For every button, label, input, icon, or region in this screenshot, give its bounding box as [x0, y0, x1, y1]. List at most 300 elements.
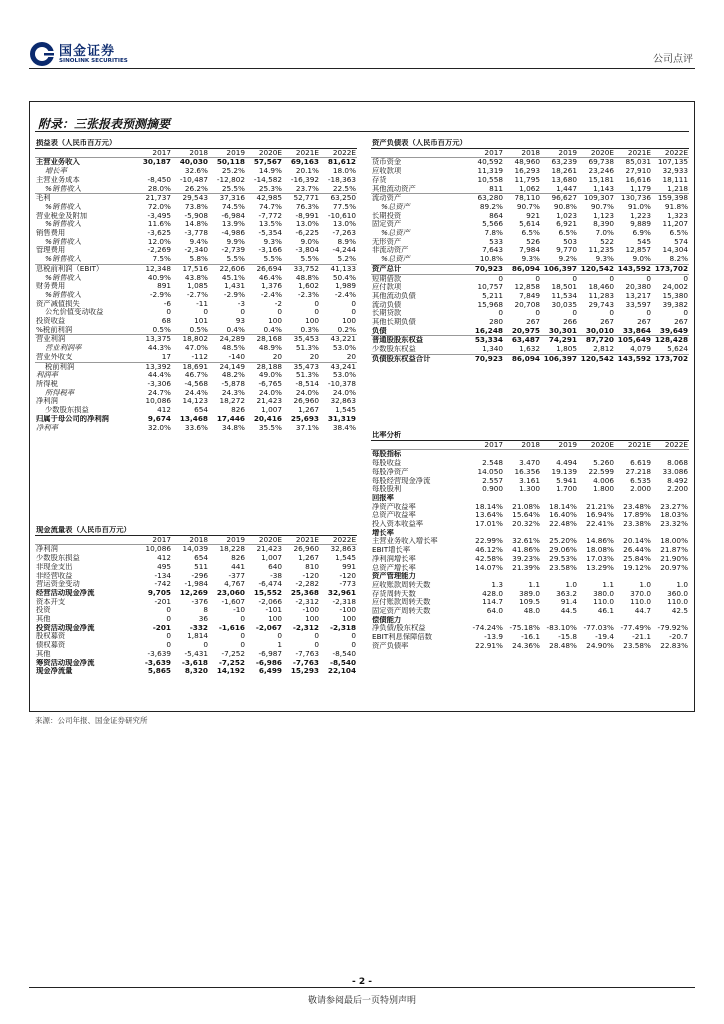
row-value: 96,627: [551, 193, 577, 203]
row-value: -1,984: [184, 580, 208, 589]
row-value: [652, 494, 689, 503]
row-value: 0: [351, 299, 357, 308]
row-value: 1,431: [224, 282, 245, 291]
row-value: 1,023: [556, 211, 577, 220]
year-header-blank: [35, 535, 135, 545]
table-row: [35, 563, 357, 572]
row-value: 1.0: [565, 580, 577, 589]
row-value: 10,086: [145, 397, 171, 406]
row-label: 固定资产周转天数: [372, 607, 431, 616]
row-label: 非经营收益: [36, 571, 73, 580]
row-value: 46.4%: [258, 273, 282, 282]
row-value: 20,975: [504, 327, 541, 336]
row-value: 21.90%: [660, 554, 689, 563]
table-row: [371, 212, 689, 221]
row-value: 40,030: [179, 157, 208, 167]
row-value: 1,143: [578, 185, 615, 194]
row-value: -6,765: [258, 379, 282, 388]
row-label: 现金净流量: [36, 667, 73, 676]
table-row: [371, 642, 689, 651]
row-value: 25.2%: [221, 167, 245, 176]
table-row: [371, 520, 689, 529]
row-value: 15,181: [588, 175, 614, 184]
table-row: [371, 598, 689, 607]
row-value: 2.557: [482, 476, 503, 485]
row-label: %总资产: [371, 255, 467, 264]
row-value: -3,639: [147, 649, 171, 658]
row-value: 72.0%: [147, 202, 171, 211]
row-value: 0: [572, 274, 577, 283]
row-value: 23.48%: [623, 502, 651, 511]
row-value: -100: [339, 606, 357, 615]
row-value: 74.7%: [258, 202, 282, 211]
row-value: 20,708: [514, 300, 540, 309]
table-row: [35, 415, 357, 424]
row-value: 16,616: [625, 175, 651, 184]
row-label: 长期投资: [372, 211, 402, 220]
row-value: 18,111: [662, 175, 689, 184]
row-label: %销售收入: [45, 273, 82, 282]
table-row: [35, 229, 357, 238]
row-value: 5.941: [556, 476, 577, 485]
row-label: 经营活动现金净流: [36, 588, 95, 597]
row-value: -120: [339, 571, 357, 580]
row-value: 9.4%: [189, 237, 208, 246]
row-value: 5,614: [519, 220, 540, 229]
table-row: [371, 238, 689, 247]
row-value: 5.260: [593, 459, 614, 468]
row-value: 25.20%: [549, 537, 577, 546]
row-value: 267: [637, 318, 651, 327]
row-label: 总资产收益率: [372, 511, 416, 520]
row-value: -10,610: [327, 211, 357, 220]
row-value: -2.7%: [186, 290, 208, 299]
row-value: 13,468: [179, 414, 208, 423]
row-value: 26,960: [293, 544, 319, 554]
year-header-cell: 2021E: [615, 148, 652, 158]
header-rule: [29, 68, 695, 69]
sinolink-logo: [29, 40, 139, 70]
row-value: -77.49%: [620, 624, 651, 633]
year-header-cell: 2021E: [283, 148, 320, 158]
row-value: 7,643: [482, 246, 503, 255]
row-value: 18.14%: [549, 502, 577, 511]
row-value: 21.21%: [586, 502, 614, 511]
row-value: [504, 529, 541, 538]
row-value: 159,398: [657, 193, 689, 203]
row-value: 511: [194, 562, 208, 571]
row-label: 净利润增长率: [372, 554, 416, 563]
table-row: [371, 176, 689, 185]
row-value: -16.1: [521, 633, 540, 642]
row-value: 14.050: [477, 467, 503, 476]
row-value: 20,416: [253, 414, 282, 423]
row-value: 91.8%: [664, 202, 689, 211]
row-value: -296: [191, 571, 208, 580]
table-row: [371, 185, 689, 194]
row-value: 87,720: [585, 335, 614, 345]
row-value: -21.1: [632, 633, 651, 642]
row-value: 15,552: [253, 588, 282, 597]
row-value: 46.12%: [475, 546, 503, 555]
row-value: 20: [283, 353, 320, 362]
row-value: 12,348: [145, 264, 171, 273]
row-value: -377: [228, 571, 245, 580]
year-header-cell: 2017: [467, 148, 504, 158]
row-value: 4,767: [224, 580, 245, 589]
year-header-cell: 2022E: [320, 148, 357, 158]
row-value: -6: [163, 299, 171, 308]
document-type: 公司点评: [653, 54, 693, 65]
row-value: 13.0%: [332, 220, 357, 229]
table-row: [371, 246, 689, 255]
table-row: [371, 264, 689, 274]
row-value: 45.1%: [221, 273, 245, 282]
row-value: 0: [314, 308, 319, 317]
row-value: 7,984: [519, 246, 540, 255]
row-value: 70,923: [474, 354, 503, 363]
row-value: 18.00%: [660, 537, 689, 546]
row-value: 1,218: [652, 185, 689, 194]
table-row: [371, 555, 689, 564]
row-value: 0: [535, 274, 540, 283]
table-row: [35, 291, 357, 300]
row-value: 24,289: [219, 334, 245, 344]
table-title: 损益表（人民币百万元）: [35, 139, 357, 148]
year-header-cell: 2021E: [283, 535, 320, 545]
row-value: -12,802: [216, 175, 245, 184]
row-value: -140: [209, 353, 246, 362]
year-header-cell: 2020E: [578, 440, 615, 450]
row-value: 110.0: [630, 598, 651, 607]
row-value: 921: [526, 211, 540, 220]
row-value: 86,094: [504, 264, 541, 274]
row-value: 24.3%: [221, 388, 245, 397]
row-value: 1,123: [593, 211, 614, 220]
row-value: -3,618: [181, 658, 208, 667]
row-label: 每股股利: [372, 485, 402, 494]
row-value: -10,378: [327, 379, 357, 388]
row-label: 少数股东权益: [371, 345, 467, 354]
row-value: 110.0: [667, 598, 689, 607]
table-row: [35, 572, 357, 581]
row-value: 53.0%: [332, 344, 357, 353]
table-row: [371, 494, 689, 503]
row-label: EBIT增长率: [372, 546, 411, 555]
row-value: -6,474: [258, 580, 282, 589]
row-value: 74,291: [548, 335, 577, 345]
row-value: -8,514: [295, 379, 319, 388]
row-value: -6,986: [255, 658, 282, 667]
row-value: 11,235: [588, 246, 614, 255]
row-value: 0: [203, 308, 208, 317]
row-value: 20.32%: [512, 520, 540, 529]
row-value: 10,086: [145, 544, 171, 554]
row-value: 53.0%: [332, 371, 357, 380]
row-value: 105,649: [617, 335, 651, 345]
row-value: -20.7: [669, 633, 689, 642]
row-value: 1,602: [298, 282, 319, 291]
row-value: 63,280: [477, 193, 503, 203]
row-value: 0: [166, 632, 171, 641]
row-value: -4,244: [332, 246, 357, 255]
row-value: 0: [314, 632, 319, 641]
row-value: 35,453: [293, 334, 319, 344]
row-value: 24.0%: [332, 388, 357, 397]
row-value: 16,248: [467, 327, 504, 336]
row-value: -7,252: [221, 649, 245, 658]
row-value: 545: [637, 237, 651, 246]
row-value: -120: [302, 571, 319, 580]
row-value: 533: [489, 237, 503, 246]
row-value: 23.58%: [623, 641, 651, 650]
row-value: 7.8%: [484, 229, 503, 238]
row-value: 1,007: [261, 554, 282, 563]
row-value: -6,984: [221, 211, 245, 220]
table-row: [371, 167, 689, 176]
row-value: 21,423: [256, 397, 282, 406]
row-value: 0: [240, 641, 245, 650]
table-row: [371, 529, 689, 538]
row-value: -77.03%: [583, 624, 614, 633]
row-value: 4.006: [593, 476, 614, 485]
table-row: [371, 194, 689, 203]
row-label: 固定资产: [372, 220, 402, 229]
footer-rule: [29, 987, 695, 988]
year-header-cell: 2022E: [652, 440, 689, 450]
row-label: 总资产增长率: [372, 563, 416, 572]
row-label: 每股净资产: [372, 467, 409, 476]
row-value: 33.086: [662, 467, 689, 476]
row-value: 120,542: [578, 264, 615, 274]
table-row: [371, 485, 689, 494]
row-value: 267: [674, 318, 689, 327]
row-value: 18,691: [182, 362, 208, 371]
table-row: [371, 229, 689, 238]
row-value: 173,702: [652, 264, 689, 274]
table-row: [35, 606, 357, 615]
row-value: 5,624: [652, 345, 689, 354]
year-header-cell: 2021E: [615, 440, 652, 450]
row-value: 24,149: [219, 362, 245, 371]
row-value: [541, 494, 578, 503]
table-row: [35, 624, 357, 633]
table-row: [371, 327, 689, 336]
row-value: 4.494: [556, 459, 577, 468]
row-value: 1,223: [630, 211, 651, 220]
row-value: 412: [157, 554, 171, 563]
row-value: [467, 450, 504, 459]
row-label: 其他: [36, 615, 51, 624]
row-value: 13,375: [145, 334, 171, 344]
cash-flow-table: [35, 526, 357, 676]
row-value: 10,558: [477, 175, 503, 184]
row-label: 毛利: [36, 193, 51, 203]
row-label: 非流动资产: [372, 246, 409, 255]
row-label: %销售收入: [45, 237, 82, 246]
row-value: 24.0%: [258, 388, 282, 397]
row-value: 11.6%: [147, 220, 171, 229]
row-label: 营业利润: [36, 334, 66, 344]
row-value: -3,306: [147, 379, 171, 388]
row-value: 22,104: [327, 667, 357, 676]
row-value: 0: [351, 641, 357, 650]
row-value: 74.5%: [221, 202, 245, 211]
row-value: 9.9%: [226, 237, 245, 246]
row-value: [541, 529, 578, 538]
row-value: -3,804: [295, 246, 319, 255]
row-label: 息税前利润（EBIT）: [36, 264, 104, 273]
row-value: 0: [166, 606, 171, 615]
row-value: 12.0%: [147, 237, 171, 246]
row-value: 495: [157, 562, 171, 571]
row-value: 30,035: [551, 300, 577, 309]
row-label: 资产减值损失: [36, 299, 80, 308]
row-label: 其他流动负债: [372, 291, 416, 300]
row-value: 53,334: [474, 335, 503, 345]
row-value: 3.161: [519, 476, 540, 485]
table-row: [35, 344, 357, 353]
table-row: [35, 580, 357, 589]
table-row: [35, 220, 357, 229]
row-value: 522: [600, 237, 614, 246]
year-header-cell: 2020E: [578, 148, 615, 158]
row-label: 每股指标: [372, 449, 402, 459]
row-value: 68: [161, 317, 171, 326]
row-value: 20,380: [625, 283, 651, 292]
row-label: 所得税: [36, 379, 58, 388]
table-row: [35, 362, 357, 371]
row-value: 22.599: [588, 467, 614, 476]
row-value: 1,267: [298, 406, 319, 415]
row-value: 3.470: [519, 459, 540, 468]
row-value: 5,211: [482, 291, 503, 300]
table-row: [35, 264, 357, 273]
table-row: [371, 616, 689, 625]
row-value: -2,312: [292, 623, 319, 632]
table-row: [35, 326, 357, 335]
row-label: 主营业务收入: [36, 157, 80, 167]
row-value: [135, 167, 172, 176]
table-row: [35, 598, 357, 607]
row-value: -79.92%: [657, 624, 689, 633]
table-row: [371, 274, 689, 283]
row-value: 17.01%: [475, 520, 503, 529]
row-value: 19.12%: [623, 563, 651, 572]
row-value: 267: [600, 318, 614, 327]
row-value: 17: [135, 353, 172, 362]
row-value: -2.4%: [334, 290, 357, 299]
row-value: 50,118: [216, 157, 245, 167]
income-statement-table: [35, 139, 357, 432]
row-value: [578, 494, 615, 503]
row-value: 48.8%: [295, 273, 319, 282]
row-value: 9.0%: [300, 237, 319, 246]
row-value: 143,592: [615, 264, 652, 274]
row-label: 所得税率: [45, 388, 75, 397]
table-row: [35, 176, 357, 185]
row-value: 13,680: [551, 175, 577, 184]
row-value: 26.2%: [172, 185, 209, 194]
row-value: 20: [320, 353, 357, 362]
row-value: 40,592: [477, 157, 503, 167]
row-label: 资产管理能力: [372, 572, 416, 581]
row-value: 18,272: [219, 397, 245, 406]
row-value: 100: [268, 615, 282, 624]
row-value: 41.86%: [512, 546, 540, 555]
table-row: [371, 564, 689, 573]
row-value: 29.06%: [549, 546, 577, 555]
table-row: [35, 406, 357, 415]
row-value: 25,693: [290, 414, 319, 423]
table-row: [371, 511, 689, 520]
row-value: 16,293: [514, 167, 540, 176]
year-header-cell: 2019: [209, 535, 246, 545]
row-value: -5,908: [184, 211, 208, 220]
row-value: 63,239: [551, 157, 577, 167]
table-row: [35, 158, 357, 167]
table-row: [35, 554, 357, 563]
row-value: 22.91%: [475, 641, 503, 650]
row-value: -14,582: [253, 175, 282, 184]
row-value: 46.1: [597, 607, 614, 616]
row-value: -7,772: [258, 211, 282, 220]
row-value: 0: [646, 309, 651, 318]
row-value: -773: [339, 580, 357, 589]
row-value: 21.08%: [512, 502, 540, 511]
appendix-title-rule: [35, 131, 689, 132]
row-value: 101: [194, 317, 208, 326]
row-value: 9,889: [630, 220, 651, 229]
table-row: [35, 317, 357, 326]
row-value: 15.64%: [512, 511, 540, 520]
row-value: 39.23%: [512, 554, 540, 563]
table-title-row: [35, 526, 357, 535]
row-value: 991: [342, 562, 357, 571]
row-label: 税前利润: [45, 362, 75, 371]
row-value: 5,566: [482, 220, 503, 229]
row-value: 0.2%: [320, 326, 357, 335]
row-value: [504, 572, 541, 581]
row-value: -15.8: [558, 633, 577, 642]
year-header-cell: 2018: [172, 148, 209, 158]
row-value: 29,543: [182, 193, 208, 203]
row-value: 26.44%: [623, 546, 651, 555]
year-header-cell: 2019: [541, 148, 578, 158]
row-value: 574: [674, 237, 689, 246]
table-row: [371, 255, 689, 264]
row-value: -38: [270, 571, 282, 580]
row-value: 0: [498, 274, 503, 283]
row-value: -6,987: [258, 649, 282, 658]
row-value: 654: [194, 554, 208, 563]
row-value: 20.1%: [295, 167, 319, 176]
row-label: 存货: [372, 175, 387, 184]
row-value: 9.3%: [578, 255, 615, 264]
row-value: 5.5%: [209, 255, 246, 264]
row-value: 16.40%: [549, 511, 577, 520]
table-row: [371, 450, 689, 459]
row-value: 42.5: [671, 607, 689, 616]
row-value: -201: [154, 597, 171, 606]
row-value: 38.4%: [332, 423, 357, 432]
row-value: 28,168: [256, 334, 282, 344]
row-value: -3,639: [144, 658, 171, 667]
row-value: 34.8%: [221, 423, 245, 432]
row-value: -2.3%: [297, 290, 319, 299]
row-value: 100: [342, 317, 357, 326]
row-value: 32,933: [662, 167, 689, 176]
